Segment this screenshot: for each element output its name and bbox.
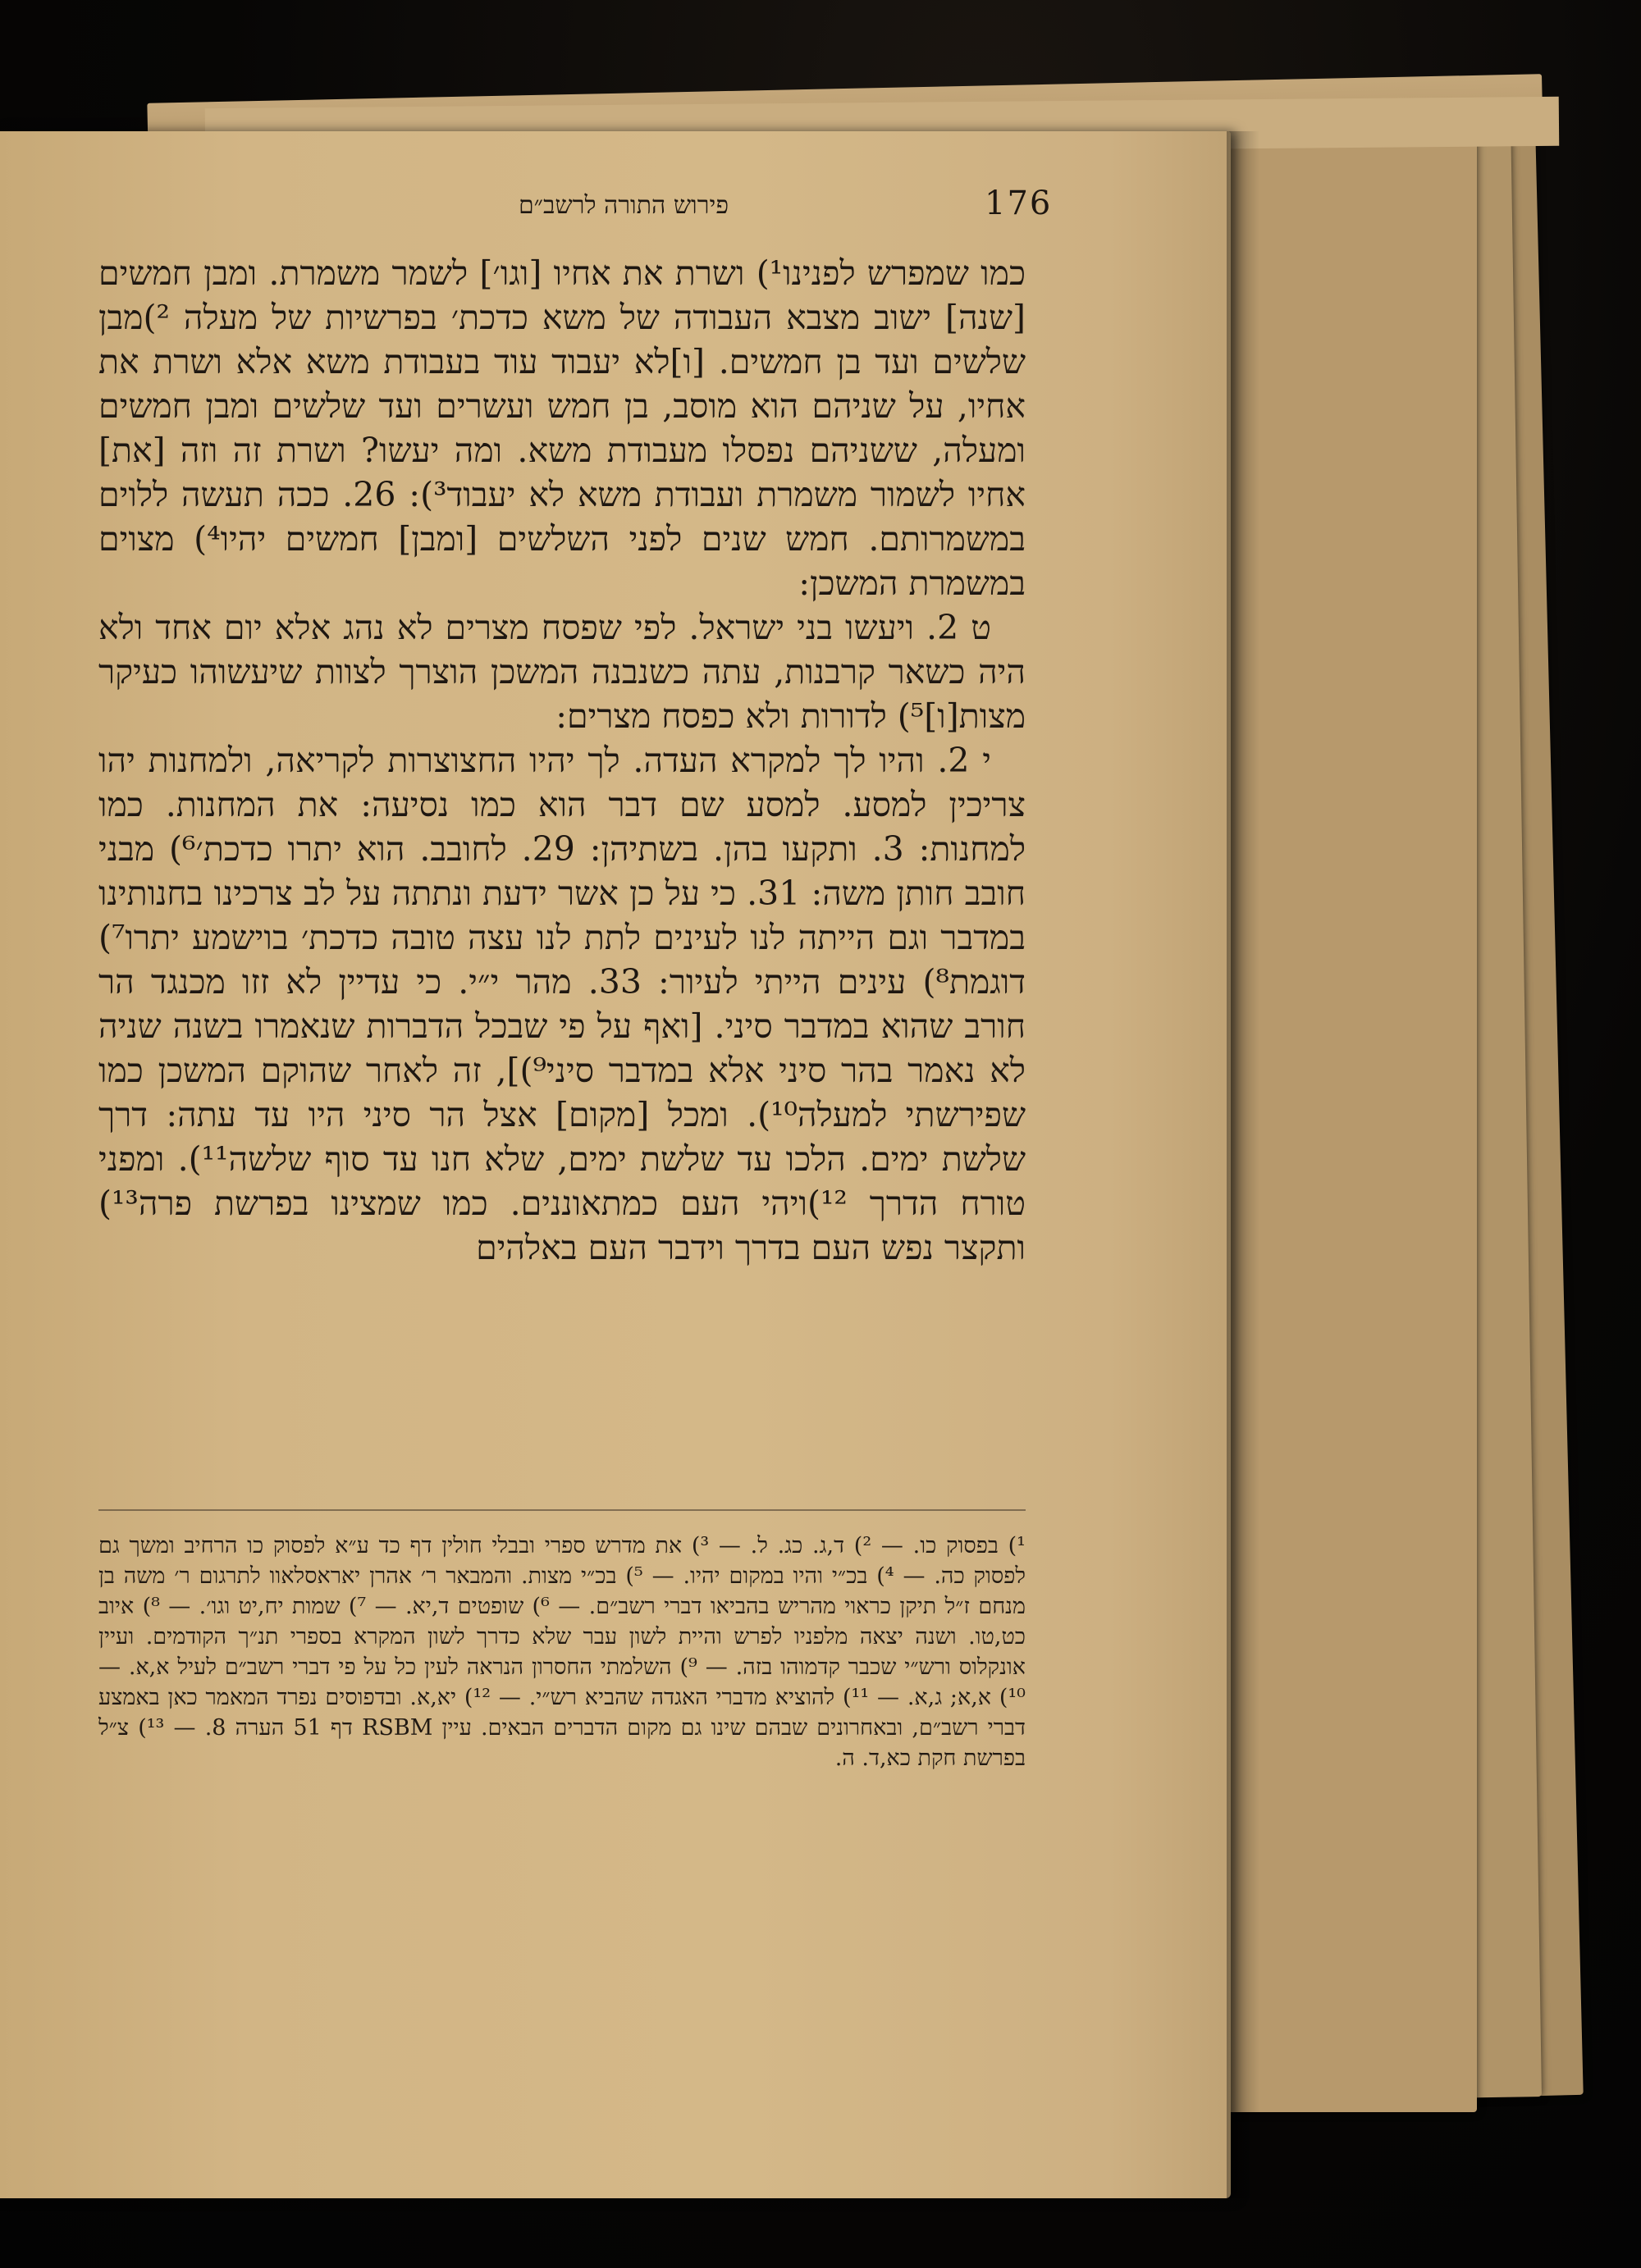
running-title: פירוש התורה לרשב״ם (518, 191, 729, 220)
footnote-text: ¹) בפסוק כו. — ²) ד,ג. כג. ל. — ³) את מדרש ספרי ובבלי חולין דף כד ע״א לפסוק כו הרחיב ומשך גם לפסוק כה. — ⁴) בכ״י והיו במקום יהיו. — ⁵) בכ״י מצות. והמבאר ר׳ אהרן יאראסלאוו לתרגום ר׳ משה בן מנחם ז״ל תיקן כראוי מהריש בהביאו דברי רשב״ם. — ⁶) שופטים ד,יא. — ⁷) שמות יח,יט וגו׳. — ⁸) איוב כט,טו. ושנה יצאה מלפניו לפרש והיית לשון עבר שלא כדרך לשון המקרא בספרי תנ״ך הקודמים. ועיין אונקלוס ורש״י שכבר קדמוהו בזה. — ⁹) השלמתי החסרון הנראה לעין כל על פי דברי רשב״ם לעיל א,א. — ¹⁰) א,א; ג,א. — ¹¹) להוציא מדברי האגדה שהביא רש״י. — ¹²) יא,א. ובדפוסים נפרד המאמר כאן באמצע דברי רשב״ם, ובאחרונים שבהם שינו גם מקום הדברים הבאים. עיין RSBM דף 51 הערה 8. — ¹³) צ״ל בפרשת חקת כא,ד. ה. (98, 1533, 1026, 1771)
paragraph: כמו שמפרש לפנינו¹) ושרת את אחיו [וגו׳] לשמר משמרת. ומבן חמשים [שנה] ישוב מצבא העבודה של משא כדכת׳ בפרשיות של מעלה ²)מבן שלשים ועד בן חמשים. [ו]לא יעבוד עוד בעבודת משא אלא ושרת את אחיו, על שניהם הוא מוסב, בן חמש ועשרים ועד שלשים ומבן חמשים ומעלה, ששניהם נפסלו מעבודת משא. ומה יעשו? ושרת זה וזה [את] אחיו לשמור משמרת ועבודת משא לא יעבוד³): 26. ככה תעשה ללוים במשמרותם. חמש שנים לפני השלשים [ומבן] חמשים יהיו⁴) מצוים במשמרת המשכן: (98, 253, 1026, 603)
footnotes (98, 1531, 1026, 1773)
page-edge-shadow (1227, 131, 1259, 2198)
page-header (98, 185, 1053, 242)
paragraph: ט 2. ויעשו בני ישראל. לפי שפסח מצרים לא נהג אלא יום אחד ולא היה כשאר קרבנות, עתה כשנבנה המשכן הוצרך לצוות שיעשוהו כעיקר מצות[ו]⁵) לדורות ולא כפסח מצרים: (98, 608, 1026, 736)
paragraph: י 2. והיו לך למקרא העדה. לך יהיו החצוצרות לקריאה, ולמחנות יהו צריכין למסע. למסע שם דבר הוא כמו נסיעה: את המחנות. כמו למחנות: 3. ותקעו בהן. בשתיהן: 29. לחובב. הוא יתרו כדכת׳⁶) מבני חובב חותן משה: 31. כי על כן אשר ידעת ונתתה על לב צרכינו בחנותינו במדבר וגם הייתה לנו לעינים לתת לנו עצה טובה כדכת׳ בוישמע יתרו⁷) דוגמת⁸) עינים הייתי לעיור: 33. מהר י״י. כי עדיין לא זזו מכנגד הר חורב שהוא במדבר סיני. [ואף על פי שבכל הדברות שנאמרו בשנה שניה לא נאמר בהר סיני אלא במדבר סיני⁹)], זה לאחר שהוקם המשכן כמו שפירשתי למעלה¹⁰). ומכל [מקום] אצל הר סיני היו עד עתה: דרך שלשת ימים. הלכו עד שלשת ימים, שלא חנו עד סוף שלשה¹¹). ומפני טורח הדרך ¹²)ויהי העם כמתאוננים. כמו שמצינו בפרשת פרה¹³) ותקצר נפש העם בדרך וידבר העם באלהים (98, 741, 1026, 1267)
page-number: 176 (985, 185, 1053, 222)
footnote-divider (98, 1509, 1026, 1511)
main-text (98, 251, 1026, 1270)
